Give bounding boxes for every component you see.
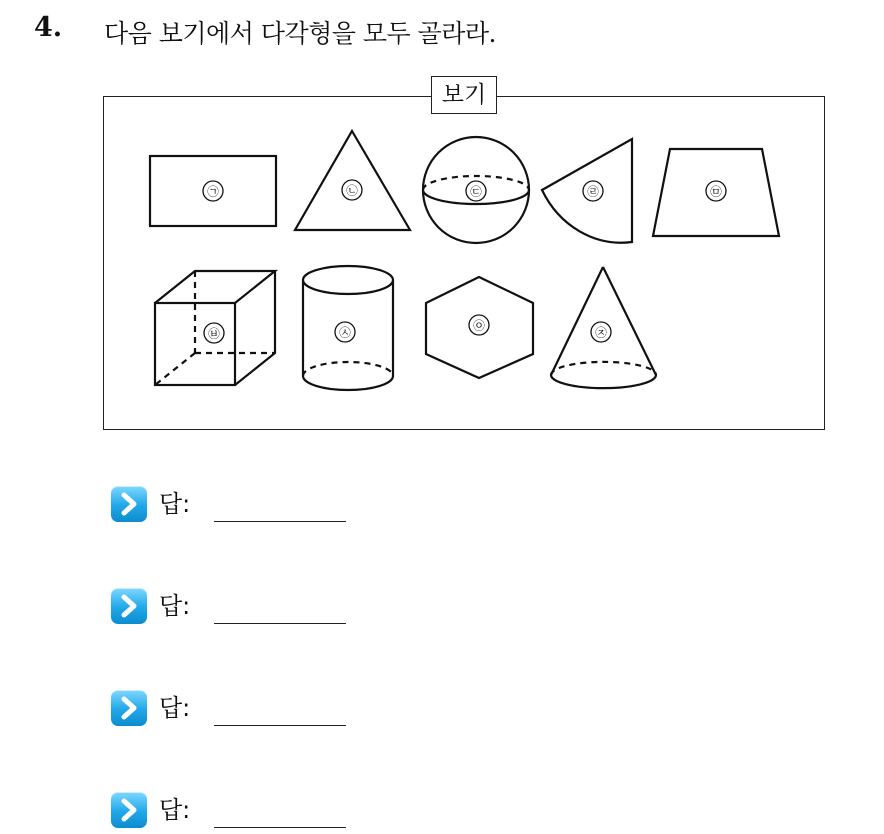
answer-row — [111, 790, 411, 834]
shape-label: ㉦ — [339, 325, 351, 340]
answer-row — [111, 688, 411, 732]
answer-row — [111, 586, 411, 630]
question-number: 4. — [34, 12, 63, 43]
chevron-right-icon — [111, 588, 147, 624]
shape-label: ㉨ — [595, 325, 607, 340]
shape-label: ㉠ — [207, 184, 219, 199]
box-label: 보기 — [431, 76, 497, 114]
answer-blank[interactable] — [214, 827, 346, 828]
answer-arrow-button[interactable] — [111, 588, 147, 624]
shape-label: ㉤ — [710, 184, 722, 199]
answer-label: 답: — [159, 592, 191, 620]
shape-rectangle — [150, 156, 276, 226]
shape-label: ㉣ — [587, 184, 599, 199]
answer-blank[interactable] — [214, 623, 346, 624]
chevron-right-icon — [111, 792, 147, 828]
shape-label: ㉢ — [470, 184, 482, 199]
question-text: 다음 보기에서 다각형을 모두 골라라. — [104, 19, 496, 48]
chevron-right-icon — [111, 690, 147, 726]
answer-label: 답: — [159, 796, 191, 824]
shape-triangle — [295, 131, 410, 230]
answer-row — [111, 484, 411, 528]
shape-label: ㉡ — [346, 183, 358, 198]
answer-arrow-button[interactable] — [111, 486, 147, 522]
shape-hexagon — [426, 277, 533, 378]
answer-label: 답: — [159, 694, 191, 722]
shape-sphere — [423, 137, 529, 243]
answer-arrow-button[interactable] — [111, 690, 147, 726]
answer-blank[interactable] — [214, 725, 346, 726]
chevron-right-icon — [111, 486, 147, 522]
shape-sector — [542, 139, 632, 243]
shape-label: ㉧ — [473, 318, 485, 333]
shape-trapezoid — [653, 149, 779, 236]
shape-label: ㉥ — [208, 326, 220, 341]
shape-cube — [155, 271, 275, 385]
answer-blank[interactable] — [214, 521, 346, 522]
shape-cone — [551, 267, 656, 388]
shape-cylinder — [303, 266, 393, 390]
answer-arrow-button[interactable] — [111, 792, 147, 828]
answer-label: 답: — [159, 490, 191, 518]
